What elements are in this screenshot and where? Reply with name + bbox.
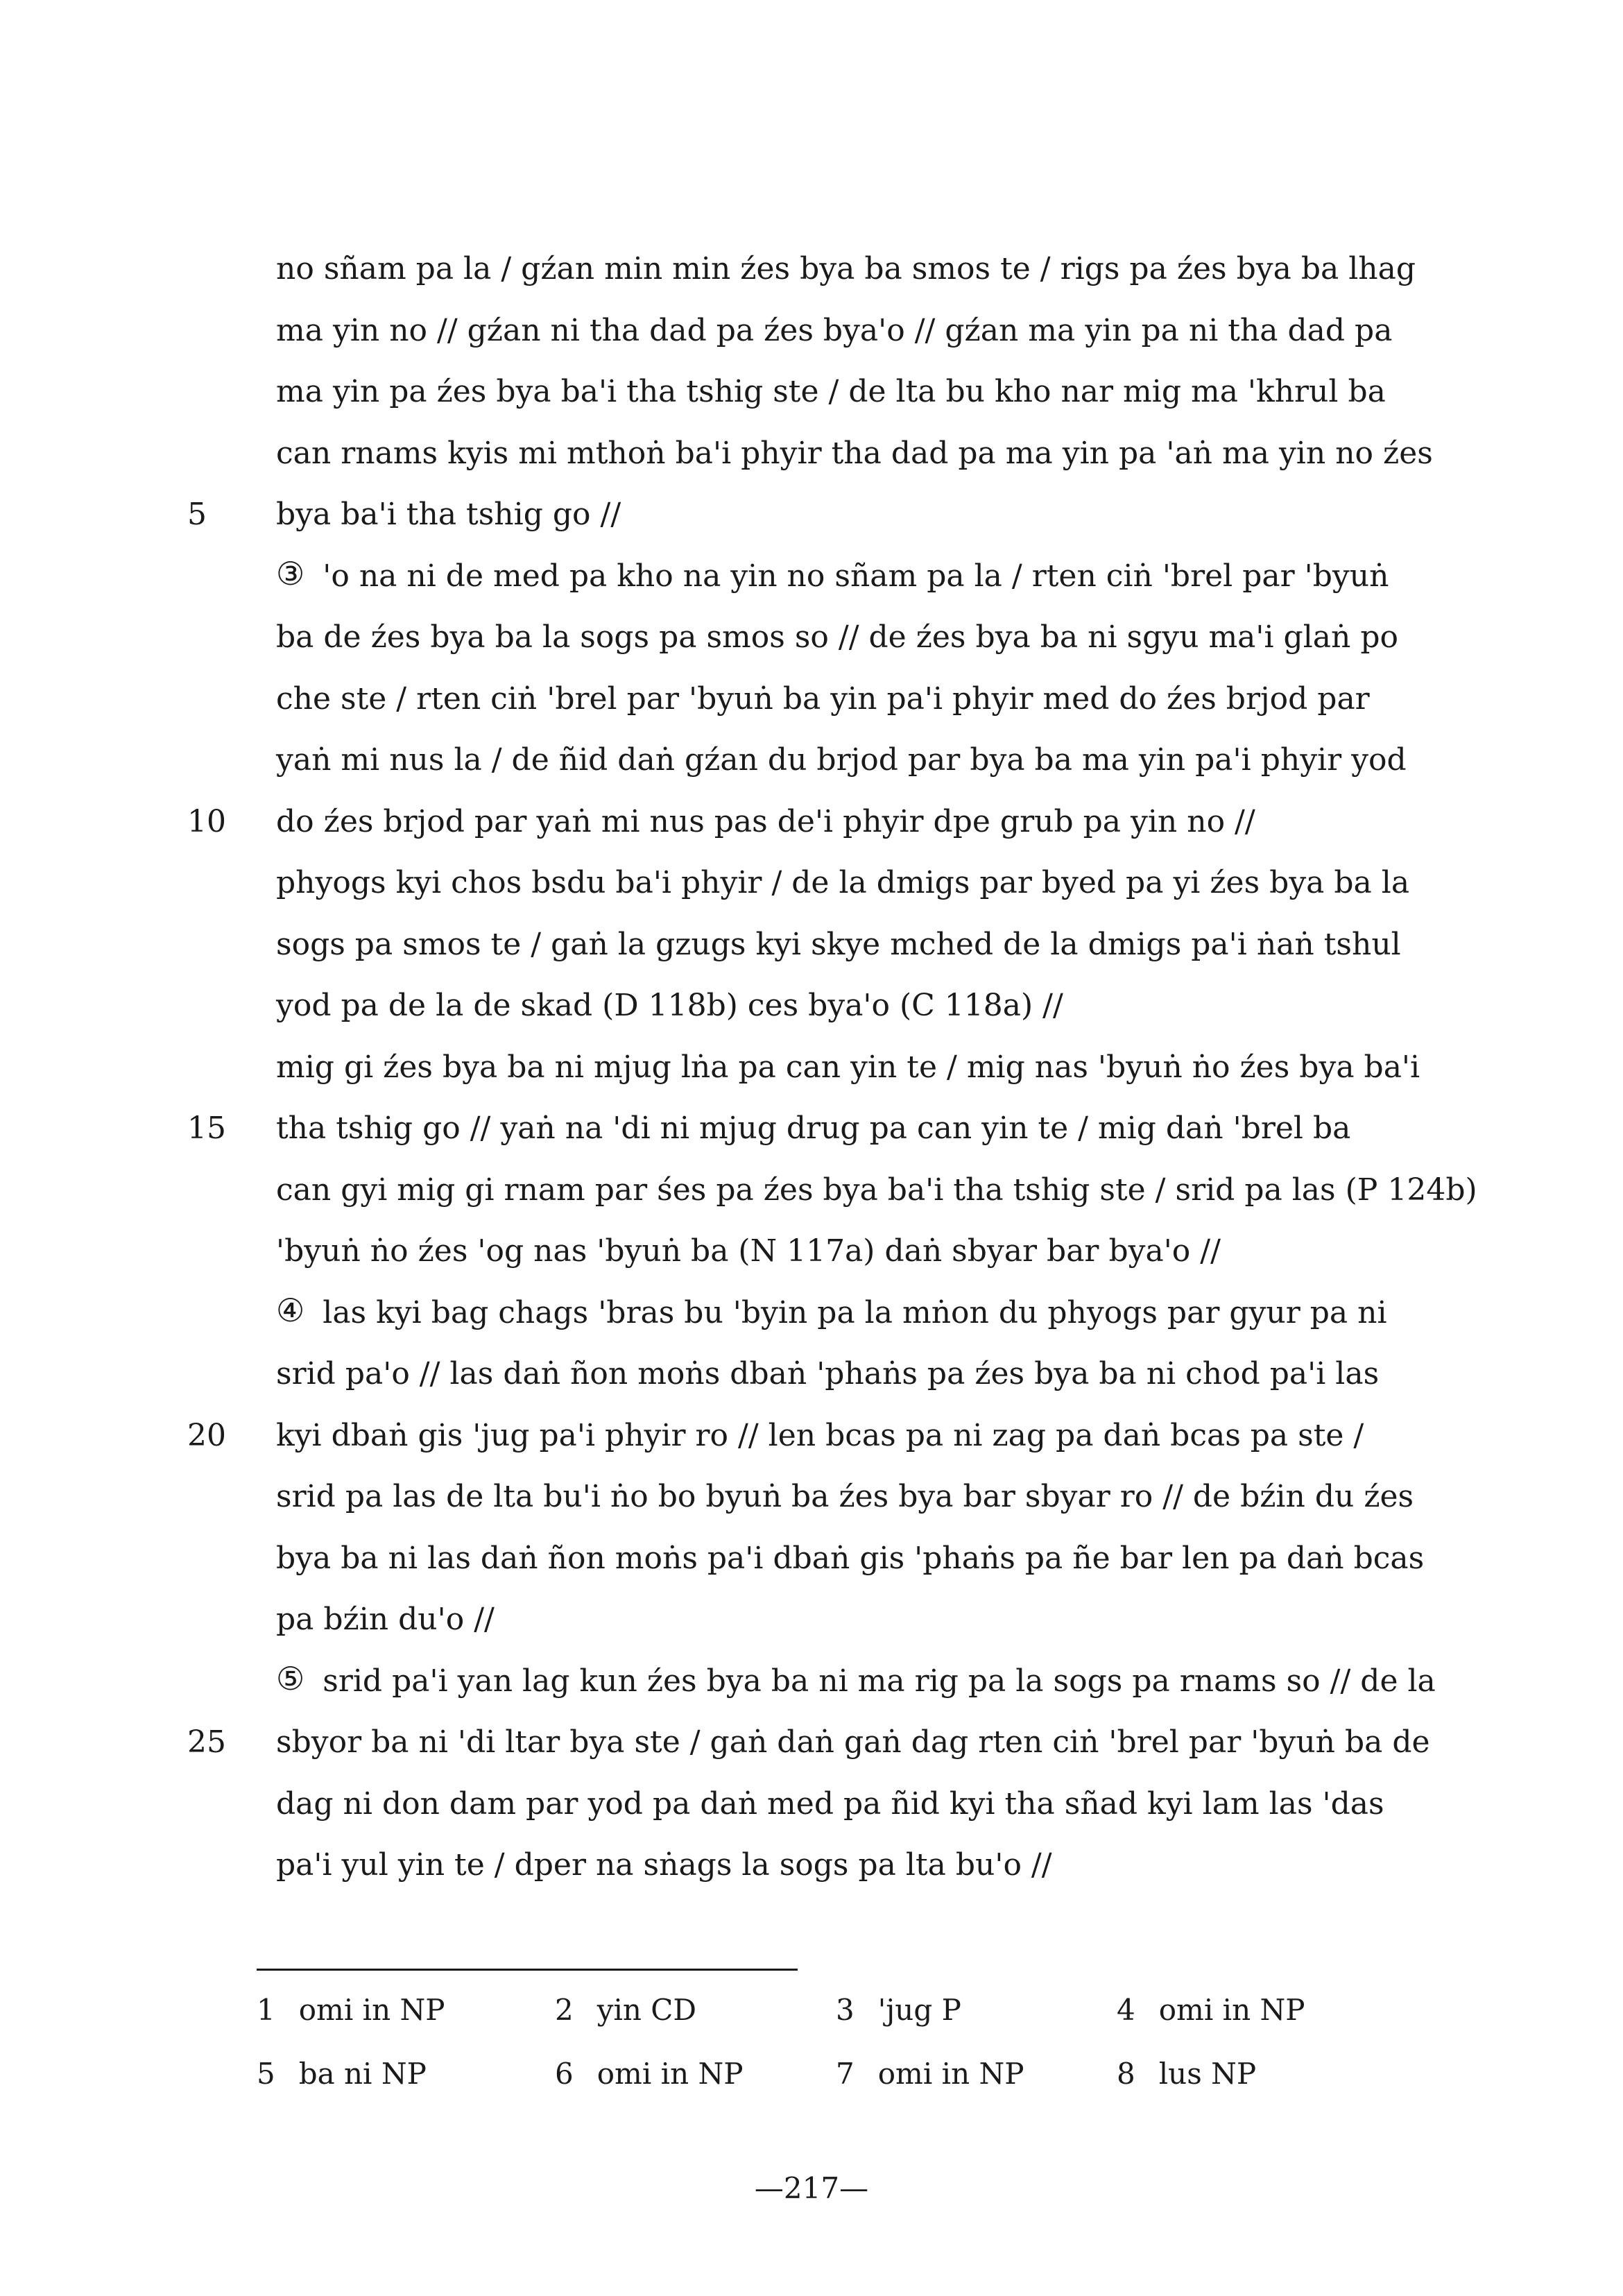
footnote-text: ba ni NP	[298, 2057, 427, 2091]
text-line	[276, 678, 1400, 720]
line-number: 5	[187, 497, 207, 532]
text-line	[276, 556, 1400, 597]
footnote	[555, 1989, 696, 2031]
text-line	[276, 801, 1400, 843]
footnote-number: 4	[1117, 1993, 1135, 2027]
section-marker: ④	[276, 1292, 305, 1329]
line-text: ma yin pa źes bya ba'i tha tshig ste / de lta bu kho nar mig ma 'khrul ba	[276, 374, 1386, 409]
text-line	[276, 1722, 1430, 1763]
text-line	[276, 1415, 1400, 1457]
footnote-number: 5	[257, 2057, 275, 2091]
line-text: do źes brjod par yaṅ mi nus pas de'i phyir dpe grub pa yin no //	[276, 804, 1255, 839]
line-text: las kyi bag chags 'bras bu 'byin pa la mṅon du phyogs par gyur pa ni	[323, 1295, 1387, 1330]
text-line	[276, 1783, 1400, 1825]
text-line	[276, 862, 1410, 904]
line-text: 'o na ni de med pa kho na yin no sñam pa la / rten ciṅ 'brel par 'byuṅ	[323, 558, 1389, 594]
text-line	[276, 1353, 1400, 1395]
text-line	[276, 924, 1400, 966]
text-line	[276, 617, 1400, 658]
text-line	[276, 1476, 1414, 1518]
text-line	[276, 985, 1400, 1027]
text-line	[276, 1538, 1425, 1579]
footnote-text: omi in NP	[1158, 1993, 1305, 2027]
text-line	[276, 1292, 1400, 1334]
line-text: tha tshig go // yaṅ na 'di ni mjug drug pa can yin te / mig daṅ 'brel ba	[276, 1111, 1351, 1146]
line-text: can rnams kyis mi mthoṅ ba'i phyir tha dad pa ma yin pa 'aṅ ma yin no źes	[276, 436, 1433, 471]
text-line	[276, 1660, 1436, 1702]
line-text: che ste / rten ciṅ 'brel par 'byuṅ ba yin pa'i phyir med do źes brjod par	[276, 681, 1370, 717]
footnote	[1117, 1989, 1305, 2031]
text-line	[276, 248, 1416, 290]
text-line	[276, 433, 1433, 474]
line-text: 'byuṅ ṅo źes 'og nas 'byuṅ ba (N 117a) daṅ sbyar bar bya'o //	[276, 1233, 1221, 1269]
line-text: ma yin no // gźan ni tha dad pa źes bya'o // gźan ma yin pa ni tha dad pa	[276, 313, 1393, 348]
footnote	[836, 2053, 1024, 2095]
footnote-text: omi in NP	[596, 2057, 744, 2091]
footnote	[257, 2053, 427, 2095]
footnote-number: 8	[1117, 2057, 1135, 2091]
line-text: srid pa las de lta bu'i ṅo bo byuṅ ba źes bya bar sbyar ro // de bźin du źes	[276, 1479, 1414, 1514]
footnote-text: lus NP	[1158, 2057, 1257, 2091]
text-line	[276, 371, 1400, 413]
line-text: sogs pa smos te / gaṅ la gzugs kyi skye mched de la dmigs pa'i ṅaṅ tshul	[276, 927, 1401, 962]
line-number: 20	[187, 1418, 226, 1453]
text-line	[276, 1047, 1420, 1088]
text-line	[276, 1844, 1400, 1886]
line-text: yaṅ mi nus la / de ñid daṅ gźan du brjod par bya ba ma yin pa'i phyir yod	[276, 742, 1407, 778]
line-number: 10	[187, 804, 226, 839]
footnote-number: 1	[257, 1993, 275, 2027]
text-line	[276, 1231, 1400, 1272]
line-text: pa'i yul yin te / dper na sṅags la sogs pa lta bu'o //	[276, 1847, 1052, 1883]
footnote-text: 'jug P	[877, 1993, 961, 2027]
line-text: dag ni don dam par yod pa daṅ med pa ñid kyi tha sñad kyi lam las 'das	[276, 1786, 1384, 1822]
line-number: 15	[187, 1111, 226, 1146]
section-marker: ⑤	[276, 1660, 305, 1697]
text-line	[276, 1599, 1400, 1640]
footnote-number: 2	[555, 1993, 574, 2027]
footnote	[836, 1989, 961, 2031]
line-text: pa bźin du'o //	[276, 1602, 495, 1637]
section-marker: ③	[276, 555, 305, 592]
line-text: yod pa de la de skad (D 118b) ces bya'o (C 118a) //	[276, 988, 1063, 1023]
line-text: can gyi mig gi rnam par śes pa źes bya ba'i tha tshig ste / srid pa las (P 124b)	[276, 1172, 1477, 1208]
line-text: srid pa'i yan lag kun źes bya ba ni ma rig pa la sogs pa rnams so // de la	[323, 1663, 1436, 1699]
footnote-text: omi in NP	[298, 1993, 445, 2027]
line-text: phyogs kyi chos bsdu ba'i phyir / de la dmigs par byed pa yi źes bya ba la	[276, 865, 1410, 900]
text-line	[276, 739, 1407, 781]
line-text: sbyor ba ni 'di ltar bya ste / gaṅ daṅ gaṅ dag rten ciṅ 'brel par 'byuṅ ba de	[276, 1724, 1430, 1760]
line-text: ba de źes bya ba la sogs pa smos so // de źes bya ba ni sgyu ma'i glaṅ po	[276, 619, 1399, 655]
line-text: mig gi źes bya ba ni mjug lṅa pa can yin te / mig nas 'byuṅ ṅo źes bya ba'i	[276, 1050, 1420, 1085]
text-line	[276, 494, 1400, 536]
footnote	[555, 2053, 743, 2095]
page-number: —217—	[754, 2171, 869, 2205]
footnote	[1117, 2053, 1256, 2095]
text-line	[276, 1170, 1477, 1211]
line-text: kyi dbaṅ gis 'jug pa'i phyir ro // len bcas pa ni zag pa daṅ bcas pa ste /	[276, 1418, 1364, 1453]
line-text: srid pa'o // las daṅ ñon moṅs dbaṅ 'phaṅs pa źes bya ba ni chod pa'i las	[276, 1356, 1380, 1391]
line-text: bya ba'i tha tshig go //	[276, 497, 621, 532]
footnote-rule	[257, 1969, 798, 1971]
footnote-number: 7	[836, 2057, 855, 2091]
footnote-number: 6	[555, 2057, 574, 2091]
line-text: no sñam pa la / gźan min min źes bya ba smos te / rigs pa źes bya ba lhag	[276, 251, 1416, 286]
footnote-number: 3	[836, 1993, 855, 2027]
footnote-text: omi in NP	[877, 2057, 1024, 2091]
footnote	[257, 1989, 445, 2031]
text-line	[276, 1108, 1400, 1149]
line-text: bya ba ni las daṅ ñon moṅs pa'i dbaṅ gis 'phaṅs pa ñe bar len pa daṅ bcas	[276, 1541, 1425, 1576]
text-line	[276, 310, 1400, 352]
footnote-text: yin CD	[596, 1993, 697, 2027]
line-number: 25	[187, 1724, 226, 1760]
